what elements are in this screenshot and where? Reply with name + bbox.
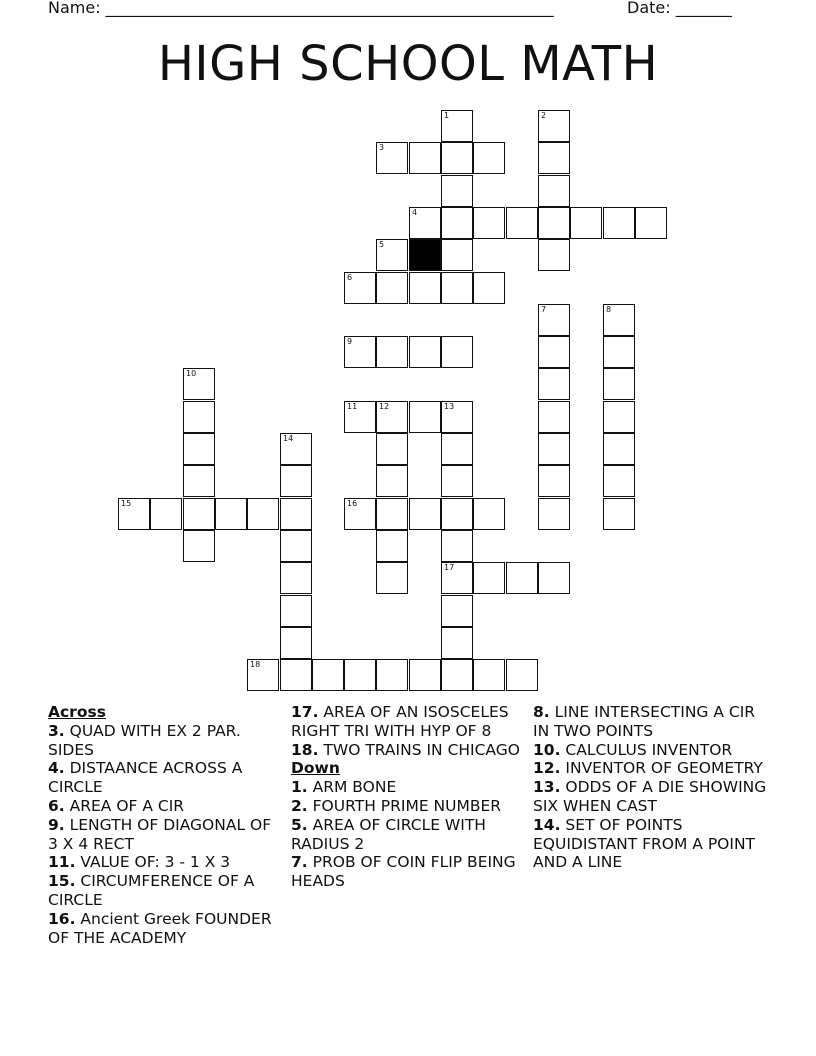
- grid-cell[interactable]: [183, 530, 215, 562]
- grid-cell[interactable]: [409, 659, 441, 691]
- grid-cell[interactable]: [473, 207, 505, 239]
- clue-item-number: 13.: [533, 778, 561, 797]
- grid-cell[interactable]: [280, 595, 312, 627]
- grid-cell[interactable]: [538, 368, 570, 400]
- clue-item-text: ARM BONE: [312, 778, 397, 797]
- grid-cell[interactable]: [376, 142, 408, 174]
- grid-cell[interactable]: [441, 239, 473, 271]
- grid-cell[interactable]: [506, 659, 538, 691]
- grid-cell[interactable]: [538, 401, 570, 433]
- grid-cell[interactable]: [538, 175, 570, 207]
- grid-cell[interactable]: [344, 401, 376, 433]
- clue-number: 16: [347, 499, 358, 508]
- clue-number: 12: [379, 402, 390, 411]
- clue-item: [291, 703, 523, 741]
- grid-cell[interactable]: [538, 498, 570, 530]
- clue-number: 6: [347, 273, 353, 282]
- grid-cell[interactable]: [376, 498, 408, 530]
- grid-cell[interactable]: [441, 562, 473, 594]
- grid-cell[interactable]: [441, 530, 473, 562]
- clue-heading: Across: [48, 703, 106, 721]
- clue-item: [48, 722, 280, 760]
- grid-cell[interactable]: [441, 142, 473, 174]
- grid-cell[interactable]: [441, 659, 473, 691]
- grid-cell[interactable]: [603, 465, 635, 497]
- grid-cell[interactable]: [409, 401, 441, 433]
- clue-item-number: 16.: [48, 909, 76, 928]
- clue-item-number: 4.: [48, 759, 65, 778]
- grid-cell[interactable]: [280, 659, 312, 691]
- grid-cell[interactable]: [150, 498, 182, 530]
- grid-cell[interactable]: [280, 433, 312, 465]
- clue-item-number: 3.: [48, 721, 65, 740]
- grid-cell[interactable]: [376, 562, 408, 594]
- clue-item-number: 7.: [291, 853, 308, 872]
- grid-cell[interactable]: [376, 272, 408, 304]
- grid-cell[interactable]: [280, 465, 312, 497]
- black-cell: [409, 239, 441, 271]
- clue-item: [533, 778, 773, 816]
- grid-cell[interactable]: [603, 368, 635, 400]
- grid-cell[interactable]: [538, 433, 570, 465]
- grid-cell[interactable]: [409, 207, 441, 239]
- clue-item-number: 9.: [48, 815, 65, 834]
- grid-cell[interactable]: [344, 659, 376, 691]
- grid-cell[interactable]: [538, 304, 570, 336]
- clue-number: 7: [541, 305, 547, 314]
- clue-item-text: PROB OF COIN FLIP BEING HEADS: [291, 853, 516, 891]
- clue-item: [291, 741, 523, 760]
- grid-cell[interactable]: [441, 272, 473, 304]
- clue-item-text: SET OF POINTS EQUIDISTANT FROM A POINT AND A LINE: [533, 815, 756, 872]
- date-field-label: Date: _______: [627, 0, 732, 17]
- clue-item: [48, 872, 280, 910]
- clue-item-number: 17.: [291, 703, 319, 721]
- grid-cell[interactable]: [506, 207, 538, 239]
- clue-item-text: LENGTH OF DIAGONAL OF 3 X 4 RECT: [48, 815, 272, 853]
- clue-number: 15: [121, 499, 132, 508]
- clue-item-text: TWO TRAINS IN CHICAGO: [323, 740, 520, 759]
- grid-cell[interactable]: [280, 530, 312, 562]
- grid-cell[interactable]: [183, 498, 215, 530]
- clue-item-text: LINE INTERSECTING A CIR IN TWO POINTS: [533, 703, 756, 740]
- clue-item-number: 2.: [291, 796, 308, 815]
- clue-item-number: 10.: [533, 740, 561, 759]
- grid-cell[interactable]: [538, 465, 570, 497]
- clue-item-number: 12.: [533, 759, 561, 778]
- clue-number: 2: [541, 111, 547, 120]
- grid-cell[interactable]: [247, 498, 279, 530]
- grid-cell[interactable]: [376, 659, 408, 691]
- clue-item-text: CIRCUMFERENCE OF A CIRCLE: [48, 872, 255, 909]
- clue-number: 3: [379, 143, 385, 152]
- grid-cell[interactable]: [409, 142, 441, 174]
- grid-cell[interactable]: [376, 465, 408, 497]
- clue-item: [48, 797, 280, 816]
- grid-cell[interactable]: [376, 336, 408, 368]
- grid-cell[interactable]: [441, 336, 473, 368]
- clue-item-number: 18.: [291, 740, 319, 759]
- clue-column-1: [48, 703, 280, 947]
- clue-item: [48, 853, 280, 872]
- grid-cell[interactable]: [441, 401, 473, 433]
- clue-item: [48, 910, 280, 948]
- clue-item: [48, 759, 280, 797]
- clue-item: [291, 816, 523, 854]
- clue-number: 10: [186, 369, 197, 378]
- clue-item: [533, 703, 773, 741]
- clue-heading: Down: [291, 759, 340, 778]
- grid-cell[interactable]: [409, 336, 441, 368]
- grid-cell[interactable]: [538, 336, 570, 368]
- clue-item: [48, 816, 280, 854]
- clue-column-2: [291, 703, 523, 891]
- clue-column-3: [533, 703, 773, 872]
- clue-item: [291, 778, 523, 797]
- clue-item-number: 1.: [291, 778, 308, 797]
- grid-cell[interactable]: [538, 239, 570, 271]
- grid-cell[interactable]: [312, 659, 344, 691]
- grid-cell[interactable]: [603, 401, 635, 433]
- clue-item-number: 11.: [48, 853, 76, 872]
- clue-item-text: AREA OF CIRCLE WITH RADIUS 2: [291, 815, 486, 853]
- grid-cell[interactable]: [441, 498, 473, 530]
- clue-item: [533, 759, 773, 778]
- clue-item-text: CALCULUS INVENTOR: [565, 740, 733, 759]
- grid-cell[interactable]: [247, 659, 279, 691]
- grid-cell[interactable]: [538, 562, 570, 594]
- grid-cell[interactable]: [376, 530, 408, 562]
- grid-cell[interactable]: [441, 433, 473, 465]
- grid-cell[interactable]: [603, 498, 635, 530]
- grid-cell[interactable]: [441, 595, 473, 627]
- grid-cell[interactable]: [280, 562, 312, 594]
- clue-number: 9: [347, 337, 353, 346]
- clue-item: [291, 853, 523, 891]
- grid-cell[interactable]: [183, 465, 215, 497]
- clue-number: 4: [412, 208, 418, 217]
- grid-cell[interactable]: [280, 498, 312, 530]
- clue-number: 8: [606, 305, 612, 314]
- clue-item-text: AREA OF A CIR: [69, 796, 185, 815]
- grid-cell[interactable]: [603, 207, 635, 239]
- clue-item-text: AREA OF AN ISOSCELES RIGHT TRI WITH HYP OF 8: [291, 703, 509, 740]
- grid-cell[interactable]: [409, 272, 441, 304]
- clue-item-text: VALUE OF: 3 - 1 X 3: [80, 853, 231, 872]
- clue-item-number: 8.: [533, 703, 550, 721]
- clue-item-text: FOURTH PRIME NUMBER: [312, 796, 502, 815]
- grid-cell[interactable]: [473, 498, 505, 530]
- clue-item-number: 5.: [291, 815, 308, 834]
- grid-cell[interactable]: [538, 110, 570, 142]
- grid-cell[interactable]: [441, 110, 473, 142]
- clue-item-text: QUAD WITH EX 2 PAR. SIDES: [48, 721, 241, 759]
- grid-cell[interactable]: [538, 142, 570, 174]
- grid-cell[interactable]: [280, 627, 312, 659]
- grid-cell[interactable]: [441, 175, 473, 207]
- grid-cell[interactable]: [118, 498, 150, 530]
- clue-item: [533, 741, 773, 760]
- grid-cell[interactable]: [441, 627, 473, 659]
- clue-item: [533, 816, 773, 872]
- clue-item-number: 15.: [48, 872, 76, 891]
- clue-item-number: 6.: [48, 796, 65, 815]
- grid-cell[interactable]: [441, 207, 473, 239]
- grid-cell[interactable]: [376, 401, 408, 433]
- clue-number: 14: [283, 434, 294, 443]
- grid-cell[interactable]: [506, 562, 538, 594]
- grid-cell[interactable]: [376, 239, 408, 271]
- clue-item-text: DISTAANCE ACROSS A CIRCLE: [48, 759, 243, 797]
- clue-number: 13: [444, 402, 455, 411]
- page-title: HIGH SCHOOL MATH: [157, 36, 659, 92]
- name-field-label: Name: ________________________________________________________: [48, 0, 554, 17]
- grid-cell[interactable]: [376, 433, 408, 465]
- grid-cell[interactable]: [441, 465, 473, 497]
- grid-cell[interactable]: [570, 207, 602, 239]
- grid-cell[interactable]: [183, 433, 215, 465]
- grid-cell[interactable]: [183, 368, 215, 400]
- clue-item-text: INVENTOR OF GEOMETRY: [565, 759, 763, 778]
- grid-cell[interactable]: [473, 272, 505, 304]
- grid-cell[interactable]: [473, 659, 505, 691]
- clue-item: [291, 797, 523, 816]
- grid-cell[interactable]: [603, 336, 635, 368]
- grid-cell[interactable]: [473, 562, 505, 594]
- clue-number: 18: [250, 660, 261, 669]
- grid-cell[interactable]: [473, 142, 505, 174]
- clue-item-text: ODDS OF A DIE SHOWING SIX WHEN CAST: [533, 778, 767, 815]
- grid-cell[interactable]: [344, 498, 376, 530]
- grid-cell[interactable]: [344, 272, 376, 304]
- clue-item-number: 14.: [533, 815, 561, 834]
- clue-number: 1: [444, 111, 450, 120]
- grid-cell[interactable]: [183, 401, 215, 433]
- clue-item-text: Ancient Greek FOUNDER OF THE ACADEMY: [48, 909, 272, 947]
- grid-cell[interactable]: [603, 433, 635, 465]
- grid-cell[interactable]: [409, 498, 441, 530]
- grid-cell[interactable]: [538, 207, 570, 239]
- clue-number: 5: [379, 240, 385, 249]
- grid-cell[interactable]: [215, 498, 247, 530]
- clue-number: 11: [347, 402, 358, 411]
- grid-cell[interactable]: [344, 336, 376, 368]
- grid-cell[interactable]: [603, 304, 635, 336]
- grid-cell[interactable]: [635, 207, 667, 239]
- clue-number: 17: [444, 563, 455, 572]
